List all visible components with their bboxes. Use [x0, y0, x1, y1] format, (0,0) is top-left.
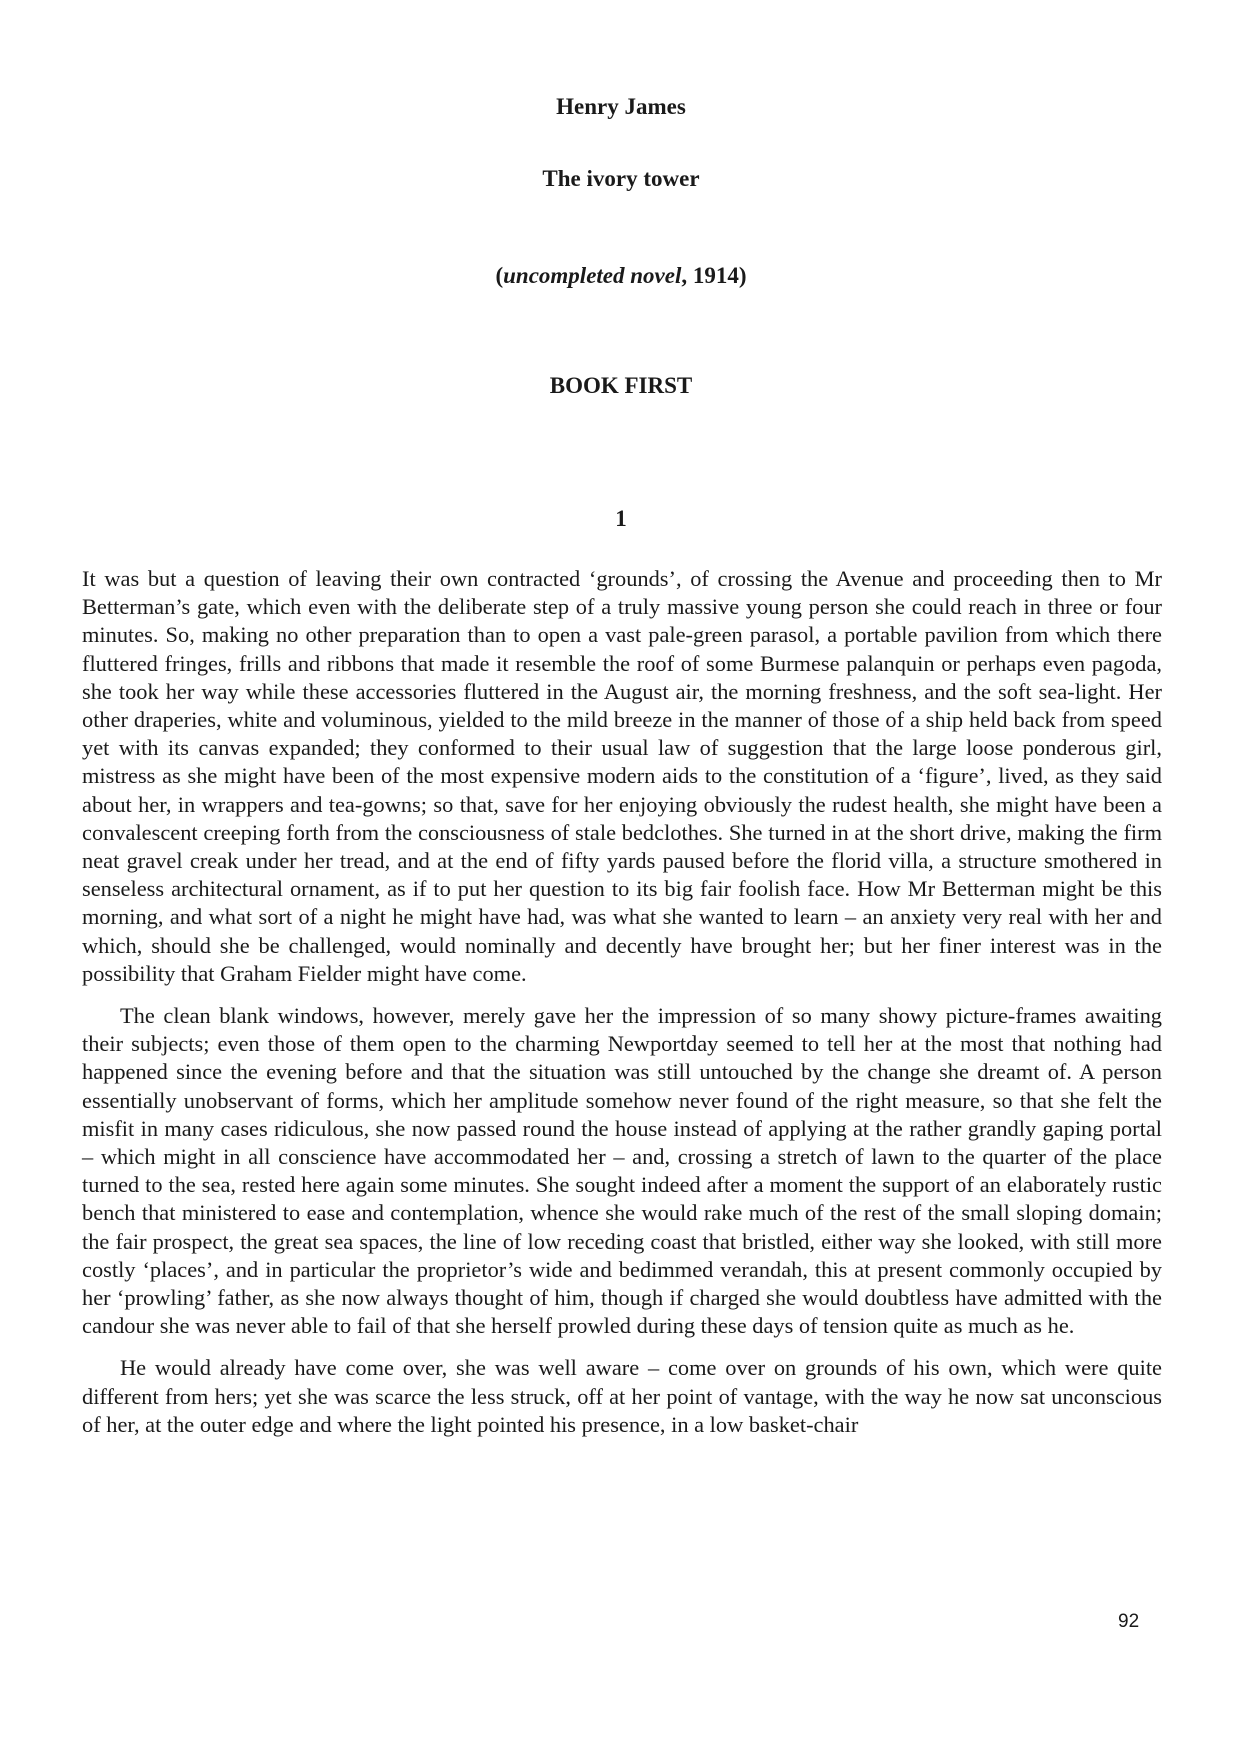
paragraph-3: He would already have come over, she was well aware – come over on grounds of his own, which were quite different from hers; yet she was scarce the less struck, off at her point of vantage, with the way he now sat unconscious of her, at the outer edge and where the light pointed his presence, in a low basket-chair	[82, 1355, 1162, 1437]
book-title: The ivory tower	[542, 166, 700, 191]
subtitle	[0, 262, 1242, 290]
subtitle-rest: , 1914)	[681, 263, 747, 288]
page-number: 92	[1118, 1611, 1140, 1632]
body-text	[82, 565, 1162, 1453]
paragraph-1: It was but a question of leaving their own contracted ‘grounds’, of crossing the Avenue and proceeding then to Mr Betterman’s gate, which even with the deliberate step of a truly massive young person she could reach in three or four minutes. So, making no other preparation than to open a vast pale-green parasol, a portable pavilion from which there fluttered fringes, frills and ribbons that made it resemble the roof of some Burmese palanquin or perhaps even pagoda, she took her way while these accessories fluttered in the August air, the morning freshness, and the soft sea-light. Her other draperies, white and voluminous, yielded to the mild breeze in the manner of those of a ship held back from speed yet with its canvas expanded; they conformed to their usual law of suggestion that the large loose ponderous girl, mistress as she might have been of the most expensive modern aids to the constitution of a ‘figure’, lived, as they said about her, in wrappers and tea-gowns; so that, save for her enjoying obviously the rudest health, she might have been a convalescent creeping forth from the consciousness of stale bedclothes. She turned in at the short drive, making the firm neat gravel creak under her tread, and at the end of fifty yards paused before the florid villa, a structure smothered in senseless architectural ornament, as if to put her question to its big fair foolish face. How Mr Betterman might be this morning, and what sort of a night he might have had, was what she wanted to learn – an anxiety very real with her and which, should she be challenged, would nominally and decently have brought her; but her finer interest was in the possibility that Graham Fielder might have come.	[82, 566, 1162, 986]
subtitle-open: (	[495, 263, 504, 288]
subtitle-italic: uncompleted novel	[503, 263, 682, 288]
paragraph-2: The clean blank windows, however, merely gave her the impression of so many showy picture-frames awaiting their subjects; even those of them open to the charming Newportday seemed to tell her at the most that nothing had happened since the evening before and that the situation was still untouched by the change she dreamt of. A person essentially unobservant of forms, which her amplitude somehow never found of the right measure, so that she felt the misfit in many cases ridiculous, she now passed round the house instead of applying at the rather grandly gaping portal – which might in all conscience have accommodated her – and, crossing a stretch of lawn to the quarter of the place turned to the sea, rested here again some minutes. She sought indeed after a moment the support of an elaborately rustic bench that ministered to ease and contemplation, whence she would rake much of the rest of the small sloping domain; the fair prospect, the great sea spaces, the line of low receding coast that bristled, either way she looked, with still more costly ‘places’, and in particular the proprietor’s wide and bedimmed verandah, this at present commonly occupied by her ‘prowling’ father, as she now always thought of him, though if charged she would doubtless have admitted with the candour she was never able to fail of that she herself prowled during these days of tension quite as much as he.	[82, 1003, 1162, 1339]
chapter-number: 1	[615, 506, 627, 531]
book-label: BOOK FIRST	[549, 373, 693, 398]
author-name: Henry James	[556, 94, 686, 119]
